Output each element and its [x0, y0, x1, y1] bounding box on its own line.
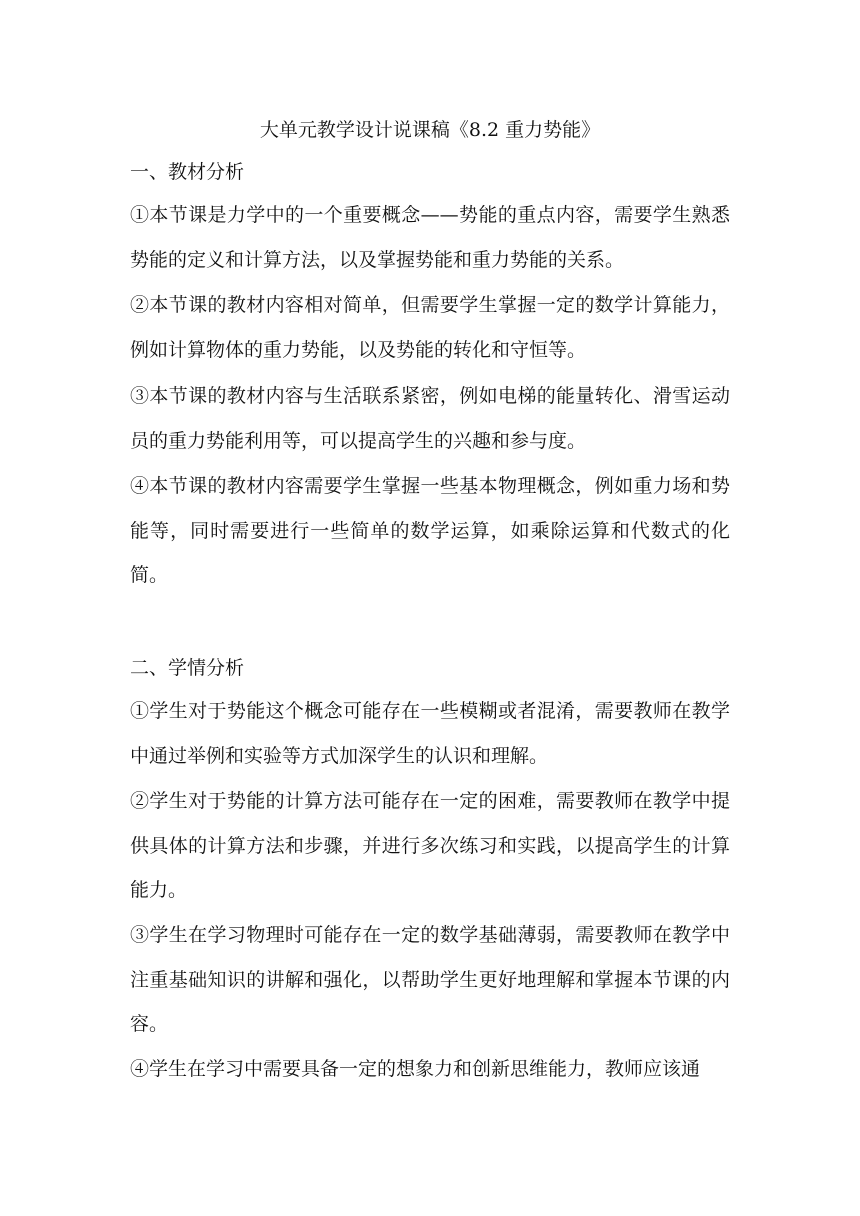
section-heading-textbook-analysis: 一、教材分析: [130, 161, 245, 183]
paragraph-1-1: ①本节课是力学中的一个重要概念——势能的重点内容，需要学生熟悉势能的定义和计算方法，以及掌握势能和重力势能的关系。: [130, 204, 730, 271]
paragraph-2-2: ②学生对于势能的计算方法可能存在一定的困难，需要教师在教学中提供具体的计算方法和步骤，并进行多次练习和实践，以提高学生的计算能力。: [130, 790, 730, 901]
paragraph-1-3: ③本节课的教材内容与生活联系紧密，例如电梯的能量转化、滑雪运动员的重力势能利用等，可以提高学生的兴趣和参与度。: [130, 385, 730, 452]
document-title: 大单元教学设计说课稿《8.2 重力势能》: [259, 119, 601, 141]
paragraph-1-4: ④本节课的教材内容需要学生掌握一些基本物理概念，例如重力场和势能等，同时需要进行一些简单的数学运算，如乘除运算和代数式的化简。: [130, 475, 730, 586]
section-heading-student-analysis: 二、学情分析: [130, 657, 245, 679]
paragraph-1-2: ②本节课的教材内容相对简单，但需要学生掌握一定的数学计算能力，例如计算物体的重力势能，以及势能的转化和守恒等。: [130, 294, 730, 361]
paragraph-2-3: ③学生在学习物理时可能存在一定的数学基础薄弱，需要教师在教学中注重基础知识的讲解和强化，以帮助学生更好地理解和掌握本节课的内容。: [130, 924, 730, 1035]
paragraph-2-4: ④学生在学习中需要具备一定的想象力和创新思维能力，教师应该通: [130, 1058, 701, 1080]
paragraph-2-1: ①学生对于势能这个概念可能存在一些模糊或者混淆，需要教师在教学中通过举例和实验等方式加深学生的认识和理解。: [130, 700, 730, 767]
